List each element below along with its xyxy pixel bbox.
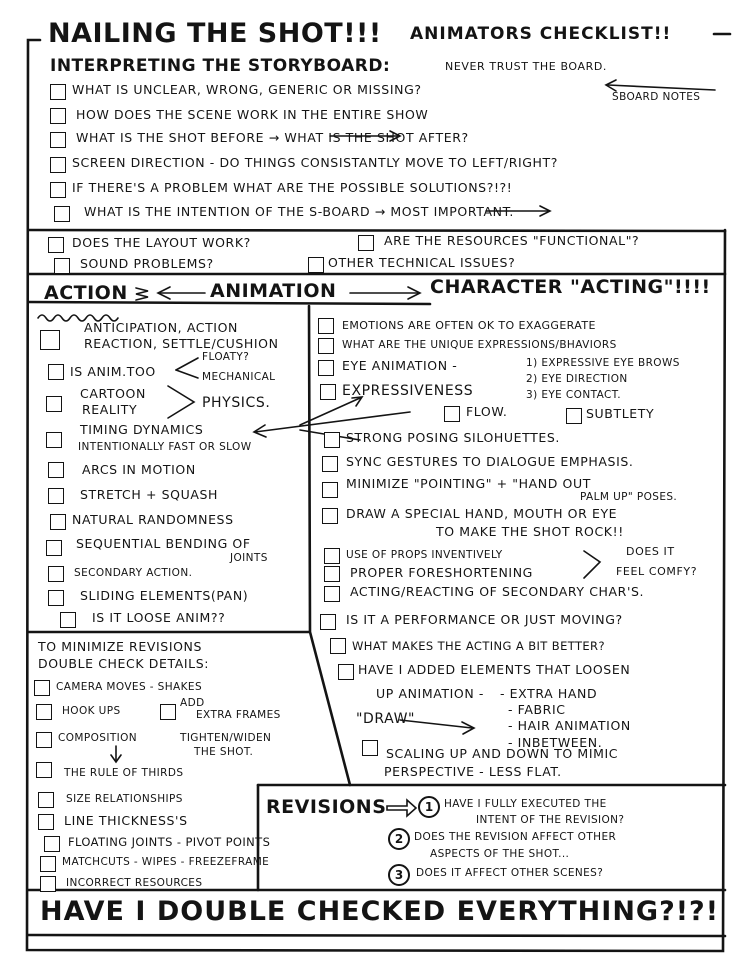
checkbox-problem[interactable] (50, 182, 66, 198)
page-subtitle: ANIMATORS CHECKLIST!! (410, 24, 672, 44)
item-composition: COMPOSITION (58, 732, 138, 744)
item-problem: IF THERE'S A PROBLEM WHAT ARE THE POSSIBLE SOLUTIONS?!?! (72, 180, 513, 195)
item-sync: SYNC GESTURES TO DIALOGUE EMPHASIS. (346, 454, 634, 469)
item-natural: NATURAL RANDOMNESS (72, 512, 234, 527)
sboard-notes-label: SBOARD NOTES (612, 91, 701, 103)
revision-number-2: 2 (388, 828, 410, 850)
item-intention: WHAT IS THE INTENTION OF THE S-BOARD → MOST IMPORTANT. (84, 204, 514, 219)
item-timing-2: INTENTIONALLY FAST OR SLOW (78, 441, 252, 453)
item-emotions: EMOTIONS ARE OFTEN OK TO EXAGGERATE (342, 319, 596, 332)
item-sequential-2: JOINTS (230, 552, 268, 564)
item-mechanical: MECHANICAL (202, 371, 276, 383)
checkbox-props[interactable] (324, 548, 340, 564)
item-incorrect: INCORRECT RESOURCES (66, 877, 203, 889)
checkbox-unclear[interactable] (50, 84, 66, 100)
checkbox-foreshortening[interactable] (324, 566, 340, 582)
checkbox-arcs[interactable] (48, 462, 64, 478)
item-anticipation-2: REACTION, SETTLE/CUSHION (84, 336, 279, 351)
checkbox-unique[interactable] (318, 338, 334, 354)
checkbox-camera[interactable] (34, 680, 50, 696)
checkbox-hookups[interactable] (36, 704, 52, 720)
checkbox-scaling[interactable] (362, 740, 378, 756)
banner-action: ACTION (44, 282, 128, 304)
checkbox-better[interactable] (330, 638, 346, 654)
checkbox-natural[interactable] (50, 514, 66, 530)
storyboard-heading: INTERPRETING THE STORYBOARD: (50, 56, 391, 76)
checkbox-matchcuts[interactable] (40, 856, 56, 872)
checkbox-loose[interactable] (60, 612, 76, 628)
item-eye-2: 2) EYE DIRECTION (526, 373, 628, 385)
checkbox-emotions[interactable] (318, 318, 334, 334)
item-tighten-2: THE SHOT. (194, 746, 254, 758)
item-loosen-1: HAVE I ADDED ELEMENTS THAT LOOSEN (358, 662, 631, 677)
item-scene-show: HOW DOES THE SCENE WORK IN THE ENTIRE SHOW (76, 107, 429, 122)
checkbox-sound[interactable] (54, 258, 70, 274)
item-resources: ARE THE RESOURCES "FUNCTIONAL"? (384, 233, 640, 248)
revision-q2-line1: DOES THE REVISION AFFECT OTHER (414, 831, 617, 843)
checkbox-draw-special[interactable] (322, 508, 338, 524)
item-sliding: SLIDING ELEMENTS(PAN) (80, 588, 249, 603)
item-physics: PHYSICS. (202, 395, 271, 411)
checkbox-layout[interactable] (48, 237, 64, 253)
checkbox-expressiveness[interactable] (320, 384, 336, 400)
item-loose: IS IT LOOSE ANIM?? (92, 610, 226, 625)
item-sound: SOUND PROBLEMS? (80, 256, 214, 271)
checkbox-size[interactable] (38, 792, 54, 808)
item-better: WHAT MAKES THE ACTING A BIT BETTER? (352, 639, 605, 653)
item-loosen-2: UP ANIMATION - (376, 686, 485, 701)
checkbox-stretch[interactable] (48, 488, 64, 504)
item-layout: DOES THE LAYOUT WORK? (72, 235, 251, 250)
item-unique: WHAT ARE THE UNIQUE EXPRESSIONS/BHAVIORS (342, 339, 617, 351)
item-size: SIZE RELATIONSHIPS (66, 793, 183, 805)
item-timing-1: TIMING DYNAMICS (80, 422, 204, 437)
revision-check-heading-2: DOUBLE CHECK DETAILS: (38, 656, 210, 671)
item-props: USE OF PROPS INVENTIVELY (346, 549, 503, 561)
item-scaling-2: PERSPECTIVE - LESS FLAT. (384, 764, 562, 779)
checkbox-sliding[interactable] (48, 590, 64, 606)
item-flow: FLOW. (466, 404, 508, 419)
item-secondary-chars: ACTING/REACTING OF SECONDARY CHAR'S. (350, 584, 645, 599)
item-secondary: SECONDARY ACTION. (74, 567, 193, 579)
checkbox-thirds[interactable] (36, 762, 52, 778)
banner-animation: ANIMATION (210, 280, 337, 302)
revision-number-1: 1 (418, 796, 440, 818)
item-anticipation-1: ANTICIPATION, ACTION (84, 320, 238, 335)
item-subtlety: SUBTLETY (586, 406, 655, 421)
revision-q1-line2: INTENT OF THE REVISION? (476, 814, 625, 826)
item-camera: CAMERA MOVES - SHAKES (56, 681, 203, 693)
checkbox-posing[interactable] (324, 432, 340, 448)
checkbox-anim-too[interactable] (48, 364, 64, 380)
checkbox-flow[interactable] (444, 406, 460, 422)
checkbox-eye[interactable] (318, 360, 334, 376)
checkbox-sequential[interactable] (46, 540, 62, 556)
item-extra-hand: - EXTRA HAND (500, 686, 598, 701)
checkbox-anticipation[interactable] (40, 330, 60, 350)
item-minimize-2: PALM UP" POSES. (580, 491, 678, 503)
item-inbetween: - INBETWEEN. (508, 735, 603, 750)
checkbox-floating[interactable] (44, 836, 60, 852)
item-reality: REALITY (82, 402, 138, 417)
revision-q2-line2: ASPECTS OF THE SHOT... (430, 848, 570, 860)
item-technical: OTHER TECHNICAL ISSUES? (328, 255, 516, 270)
item-minimize-1: MINIMIZE "POINTING" + "HAND OUT (346, 476, 591, 491)
storyboard-note: NEVER TRUST THE BOARD. (445, 60, 607, 73)
item-floaty: FLOATY? (202, 351, 250, 363)
checkbox-composition[interactable] (36, 732, 52, 748)
checkbox-intention[interactable] (54, 206, 70, 222)
item-performance: IS IT A PERFORMANCE OR JUST MOVING? (346, 612, 623, 627)
revision-number-3: 3 (388, 864, 410, 886)
checkbox-performance[interactable] (320, 614, 336, 630)
revisions-heading: REVISIONS (266, 796, 387, 818)
banner-acting: CHARACTER "ACTING"!!!! (430, 276, 711, 298)
checkbox-subtlety[interactable] (566, 408, 582, 424)
item-unclear: WHAT IS UNCLEAR, WRONG, GENERIC OR MISSING? (72, 82, 422, 97)
item-draw-2: TO MAKE THE SHOT ROCK!! (436, 524, 624, 539)
revision-check-heading-1: TO MINIMIZE REVISIONS (38, 639, 203, 654)
item-eye-1: 1) EXPRESSIVE EYE BROWS (526, 357, 680, 369)
item-eye: EYE ANIMATION - (342, 358, 458, 373)
item-add-1: ADD (180, 697, 205, 709)
revision-q1-line1: HAVE I FULLY EXECUTED THE (444, 798, 607, 810)
checkbox-resources[interactable] (358, 235, 374, 251)
item-expressiveness: EXPRESSIVENESS (342, 383, 474, 399)
item-foreshortening: PROPER FORESHORTENING (350, 565, 533, 580)
footer-banner: HAVE I DOUBLE CHECKED EVERYTHING?!?! (40, 896, 720, 927)
item-matchcuts: MATCHCUTS - WIPES - FREEZEFRAME (62, 856, 270, 868)
item-add-2: EXTRA FRAMES (196, 709, 281, 721)
item-floating: FLOATING JOINTS - PIVOT POINTS (68, 835, 271, 849)
checkbox-timing[interactable] (46, 432, 62, 448)
checkbox-incorrect[interactable] (40, 876, 56, 892)
item-hair: - HAIR ANIMATION (508, 718, 631, 733)
item-shot-before-after: WHAT IS THE SHOT BEFORE → WHAT IS THE SHOT AFTER? (76, 130, 469, 145)
item-posing: STRONG POSING SILOHUETTES. (346, 430, 560, 445)
item-fabric: - FABRIC (508, 702, 566, 717)
checkbox-shot-before-after[interactable] (50, 132, 66, 148)
item-draw-word: "DRAW" (356, 711, 416, 727)
item-draw-1: DRAW A SPECIAL HAND, MOUTH OR EYE (346, 506, 618, 521)
item-sequential-1: SEQUENTIAL BENDING OF (76, 536, 251, 551)
item-tighten-1: TIGHTEN/WIDEN (180, 732, 272, 744)
item-hookups: HOOK UPS (62, 705, 121, 717)
checkbox-scene-show[interactable] (50, 108, 66, 124)
checkbox-extra-frames[interactable] (160, 704, 176, 720)
page-title: NAILING THE SHOT!!! (48, 18, 382, 49)
item-comfy-1: DOES IT (626, 545, 675, 558)
checkbox-technical[interactable] (308, 257, 324, 273)
item-thirds: THE RULE OF THIRDS (64, 767, 184, 779)
checkbox-sync[interactable] (322, 456, 338, 472)
checkbox-screen-direction[interactable] (50, 157, 66, 173)
item-comfy-2: FEEL COMFY? (616, 565, 698, 578)
item-arcs: ARCS IN MOTION (82, 462, 196, 477)
item-anim-too: IS ANIM.TOO (70, 364, 156, 379)
checkbox-loosen[interactable] (338, 664, 354, 680)
revision-q3: DOES IT AFFECT OTHER SCENES? (416, 867, 604, 879)
item-cartoon: CARTOON (80, 386, 146, 401)
checkbox-secondary-chars[interactable] (324, 586, 340, 602)
item-stretch: STRETCH + SQUASH (80, 487, 219, 502)
checkbox-secondary[interactable] (48, 566, 64, 582)
item-eye-3: 3) EYE CONTACT. (526, 389, 622, 401)
checkbox-minimize[interactable] (322, 482, 338, 498)
item-thickness: LINE THICKNESS'S (64, 813, 188, 828)
checkbox-thickness[interactable] (38, 814, 54, 830)
item-scaling-1: SCALING UP AND DOWN TO MIMIC (386, 746, 619, 761)
item-screen-direction: SCREEN DIRECTION - DO THINGS CONSISTANTLY MOVE TO LEFT/RIGHT? (72, 155, 559, 170)
checkbox-cartoon[interactable] (46, 396, 62, 412)
